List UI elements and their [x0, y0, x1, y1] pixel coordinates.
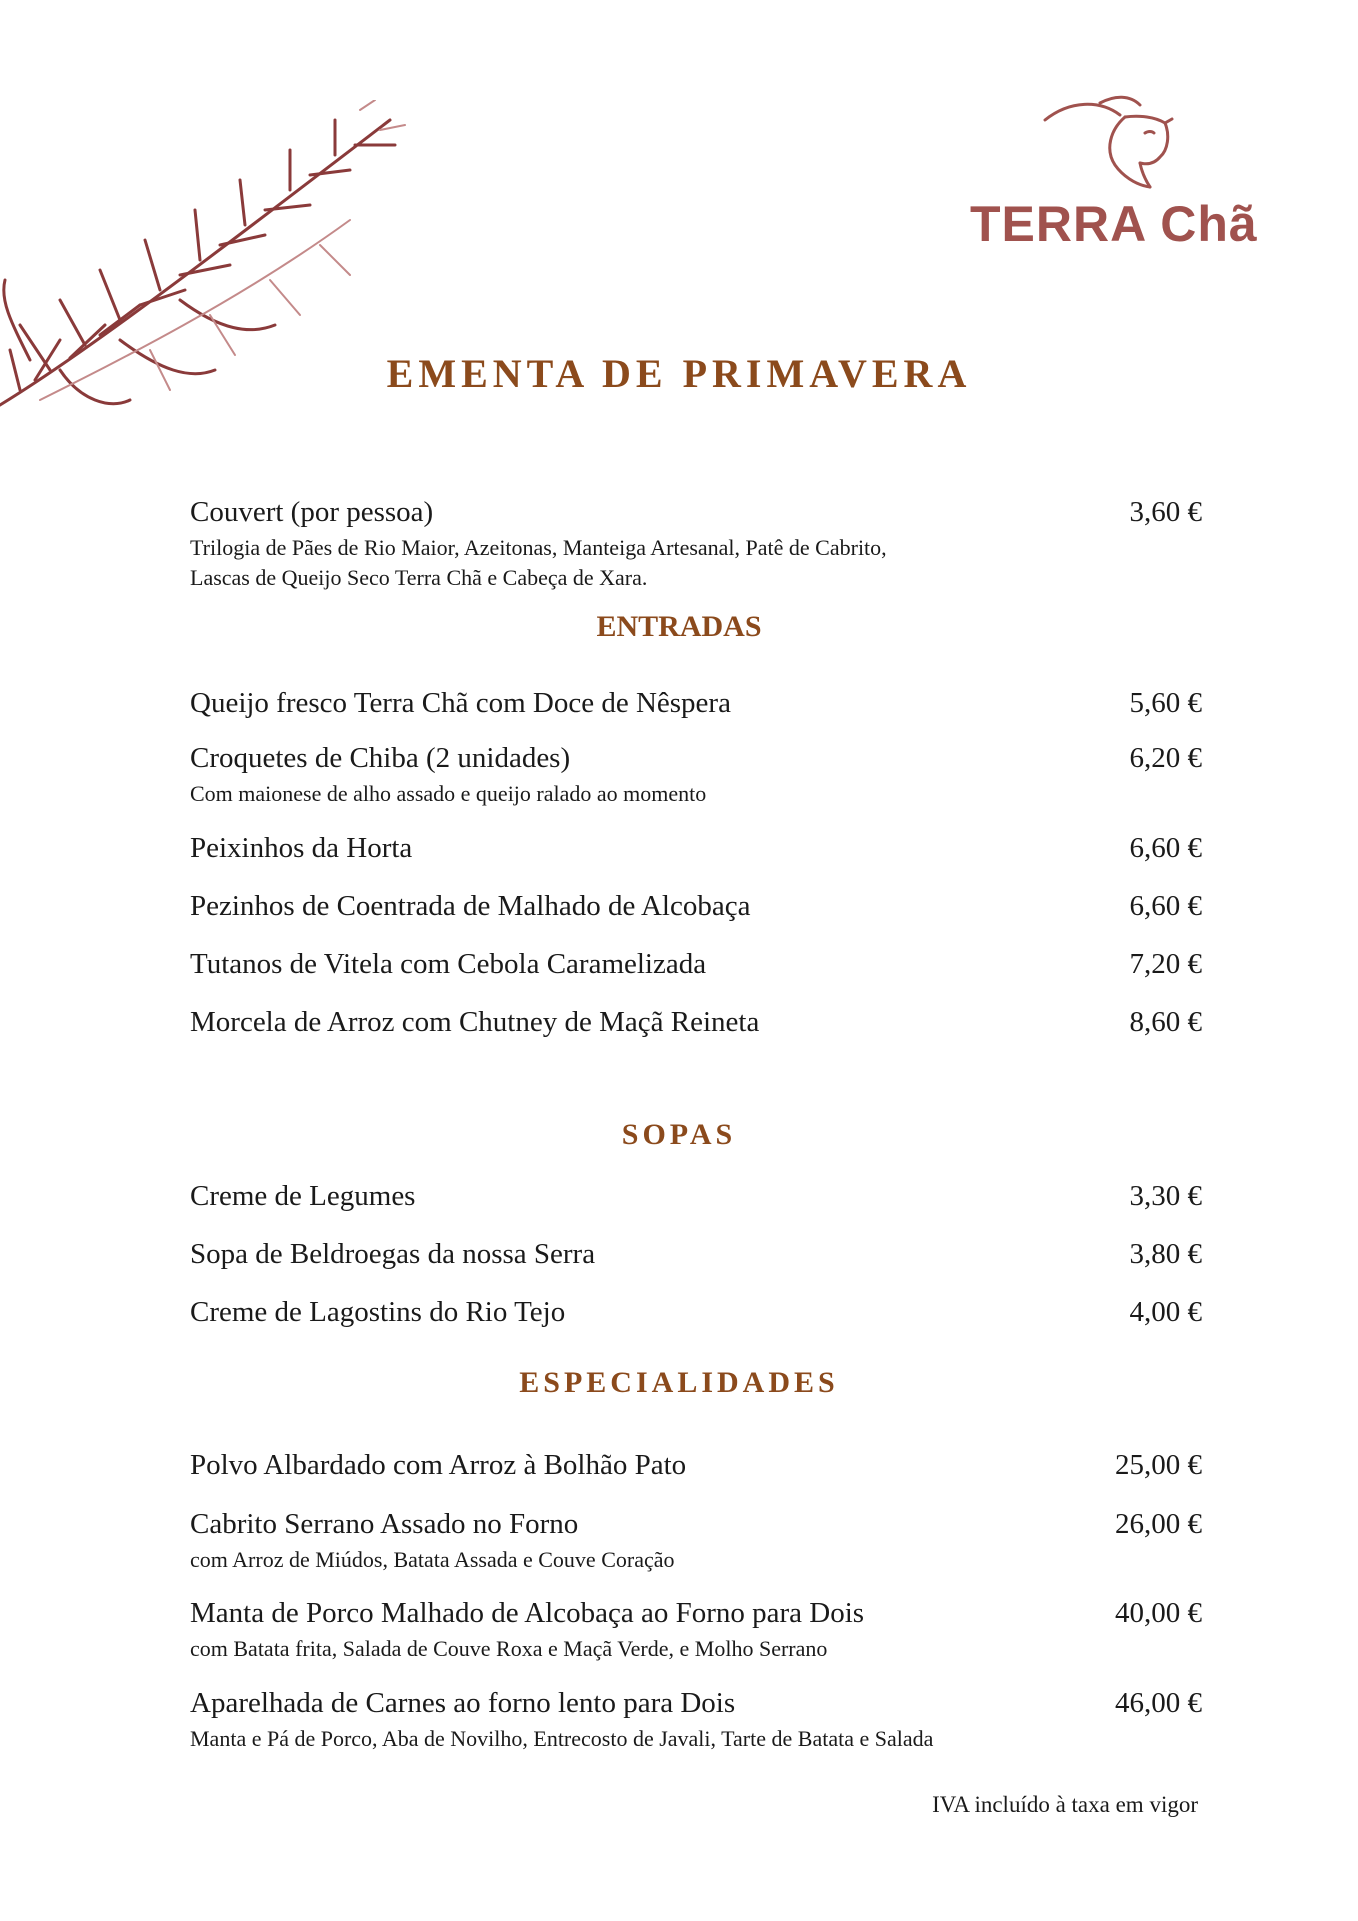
menu-item — [190, 1507, 1202, 1575]
item-name: Pezinhos de Coentrada de Malhado de Alcobaça — [190, 890, 751, 922]
item-price: 6,20 € — [1129, 742, 1202, 774]
item-price: 40,00 € — [1115, 1597, 1202, 1629]
menu-item — [190, 686, 1202, 720]
item-name: Creme de Lagostins do Rio Tejo — [190, 1296, 566, 1328]
item-price: 3,60 € — [1129, 496, 1202, 528]
item-description: Com maionese de alho assado e queijo ralado ao momento — [190, 781, 707, 806]
item-name: Queijo fresco Terra Chã com Doce de Nêspera — [190, 687, 731, 719]
item-price: 8,60 € — [1129, 1006, 1202, 1038]
item-name: Aparelhada de Carnes ao forno lento para Dois — [190, 1687, 736, 1719]
menu-item — [190, 947, 1202, 981]
menu-item — [190, 1179, 1202, 1213]
tax-note: IVA incluído à taxa em vigor — [932, 1792, 1198, 1817]
menu-item — [190, 889, 1202, 923]
item-name: Cabrito Serrano Assado no Forno — [190, 1508, 579, 1540]
menu-item — [190, 831, 1202, 865]
menu-item-couvert — [190, 495, 1202, 593]
section-heading-sopas: SOPAS — [621, 1118, 737, 1151]
item-name: Manta de Porco Malhado de Alcobaça ao Forno para Dois — [190, 1597, 865, 1629]
page-title: EMENTA DE PRIMAVERA — [386, 351, 972, 396]
item-price: 3,80 € — [1129, 1238, 1202, 1270]
item-price: 5,60 € — [1129, 687, 1202, 719]
item-name: Couvert (por pessoa) — [190, 496, 434, 528]
item-description: Lascas de Queijo Seco Terra Chã e Cabeça de Xara. — [190, 565, 648, 590]
item-name: Creme de Legumes — [190, 1180, 416, 1212]
menu-item — [190, 1295, 1202, 1329]
item-name: Sopa de Beldroegas da nossa Serra — [190, 1238, 596, 1270]
section-heading-entradas: ENTRADAS — [596, 610, 762, 643]
menu-item — [190, 741, 1202, 809]
item-price: 3,30 € — [1129, 1180, 1202, 1212]
item-name: Croquetes de Chiba (2 unidades) — [190, 742, 571, 774]
goat-icon — [1040, 95, 1180, 195]
item-name: Peixinhos da Horta — [190, 832, 413, 864]
item-price: 7,20 € — [1129, 948, 1202, 980]
item-price: 6,60 € — [1129, 890, 1202, 922]
menu-item — [190, 1237, 1202, 1271]
item-price: 25,00 € — [1115, 1449, 1202, 1481]
menu-item — [190, 1596, 1202, 1664]
menu-item — [190, 1005, 1202, 1039]
item-name: Morcela de Arroz com Chutney de Maçã Reineta — [190, 1006, 760, 1038]
item-price: 46,00 € — [1115, 1687, 1202, 1719]
item-price: 26,00 € — [1115, 1508, 1202, 1540]
menu-item — [190, 1448, 1202, 1482]
section-heading-especialidades: ESPECIALIDADES — [519, 1366, 839, 1399]
item-description: Manta e Pá de Porco, Aba de Novilho, Entrecosto de Javali, Tarte de Batata e Salada — [190, 1726, 934, 1751]
item-price: 4,00 € — [1129, 1296, 1202, 1328]
item-name: Polvo Albardado com Arroz à Bolhão Pato — [190, 1449, 687, 1481]
logo-text: TERRA Chã — [970, 196, 1258, 252]
item-description: com Arroz de Miúdos, Batata Assada e Couve Coração — [190, 1547, 675, 1572]
item-description: Trilogia de Pães de Rio Maior, Azeitonas, Manteiga Artesanal, Patê de Cabrito, — [190, 535, 887, 560]
item-description: com Batata frita, Salada de Couve Roxa e Maçã Verde, e Molho Serrano — [190, 1636, 828, 1661]
item-name: Tutanos de Vitela com Cebola Caramelizada — [190, 948, 707, 980]
item-price: 6,60 € — [1129, 832, 1202, 864]
restaurant-logo — [960, 95, 1258, 265]
menu-item — [190, 1686, 1202, 1754]
